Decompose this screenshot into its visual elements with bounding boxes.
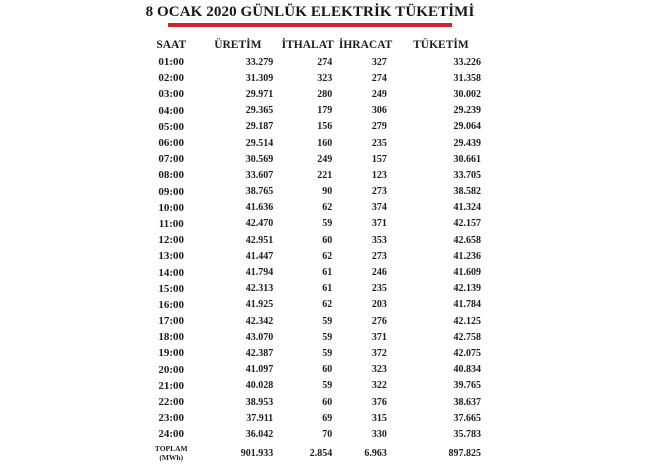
tuketim-cell: 42.157 bbox=[453, 218, 481, 230]
total-label: TOPLAM bbox=[154, 444, 188, 453]
ihracat-cell: 157 bbox=[371, 153, 387, 165]
tuketim-cell: 42.075 bbox=[453, 347, 481, 359]
header-row bbox=[145, 36, 488, 54]
total-row bbox=[145, 443, 488, 465]
ihracat-cell: 353 bbox=[371, 234, 387, 246]
ithalat-cell: 274 bbox=[317, 56, 333, 68]
hour-cell: 10:00 bbox=[158, 201, 185, 214]
tuketim-cell: 38.637 bbox=[453, 396, 481, 408]
tuketim-cell: 29.439 bbox=[453, 137, 481, 149]
column-header-ithalat: İTHALAT bbox=[281, 39, 334, 51]
hour-cell: 01:00 bbox=[158, 56, 185, 69]
ihracat-cell: 327 bbox=[371, 56, 387, 68]
hour-cell: 06:00 bbox=[158, 137, 185, 150]
hour-cell: 16:00 bbox=[158, 298, 185, 311]
ithalat-cell: 221 bbox=[317, 169, 333, 181]
uretim-cell: 30.569 bbox=[245, 153, 274, 165]
table-row bbox=[145, 394, 488, 410]
total-uretim-cell: 901.933 bbox=[240, 448, 274, 459]
tuketim-cell: 29.239 bbox=[453, 105, 481, 117]
uretim-cell: 37.911 bbox=[246, 412, 274, 424]
table-row bbox=[145, 103, 488, 119]
column-header-uretim: ÜRETİM bbox=[214, 39, 262, 51]
ihracat-cell: 274 bbox=[371, 72, 387, 84]
table-row bbox=[145, 135, 488, 151]
hour-cell: 02:00 bbox=[158, 72, 185, 85]
table-row bbox=[145, 248, 488, 264]
total-label-cell bbox=[145, 443, 197, 465]
table-row bbox=[145, 200, 488, 216]
ihracat-cell: 372 bbox=[371, 347, 387, 359]
ihracat-cell: 203 bbox=[371, 299, 387, 311]
uretim-cell: 42.951 bbox=[245, 234, 274, 246]
ithalat-cell: 61 bbox=[322, 283, 333, 295]
hour-cell: 07:00 bbox=[158, 153, 185, 166]
ihracat-cell: 371 bbox=[371, 331, 387, 343]
ithalat-cell: 90 bbox=[322, 186, 333, 198]
table-row bbox=[145, 329, 488, 345]
table-row bbox=[145, 54, 488, 70]
uretim-cell: 42.470 bbox=[245, 218, 274, 230]
page-title: 8 OCAK 2020 GÜNLÜK ELEKTRİK TÜKETİMİ bbox=[145, 4, 475, 20]
hour-cell: 03:00 bbox=[158, 88, 185, 101]
tuketim-cell: 37.665 bbox=[453, 412, 481, 424]
uretim-cell: 38.953 bbox=[245, 396, 274, 408]
column-header-saat: SAAT bbox=[156, 39, 187, 51]
ithalat-cell: 59 bbox=[322, 218, 333, 230]
uretim-cell: 29.365 bbox=[245, 105, 274, 117]
ihracat-cell: 235 bbox=[371, 137, 387, 149]
tuketim-cell: 42.139 bbox=[453, 283, 481, 295]
uretim-cell: 29.514 bbox=[245, 137, 274, 149]
table-row bbox=[145, 378, 488, 394]
total-unit: (MWh) bbox=[159, 452, 184, 462]
uretim-cell: 41.447 bbox=[245, 250, 274, 262]
ithalat-cell: 60 bbox=[322, 234, 333, 246]
tuketim-cell: 31.358 bbox=[453, 72, 481, 84]
uretim-cell: 40.028 bbox=[245, 380, 274, 392]
tuketim-cell: 42.758 bbox=[453, 331, 481, 343]
table-row bbox=[145, 313, 488, 329]
uretim-cell: 31.309 bbox=[245, 72, 274, 84]
table-row bbox=[145, 281, 488, 297]
ithalat-cell: 160 bbox=[317, 137, 333, 149]
total-ihracat-cell: 6.963 bbox=[364, 448, 387, 459]
hour-cell: 20:00 bbox=[158, 363, 185, 376]
table-row bbox=[145, 297, 488, 313]
hour-cell: 14:00 bbox=[158, 266, 185, 279]
ihracat-cell: 123 bbox=[371, 169, 387, 181]
ithalat-cell: 62 bbox=[322, 250, 333, 262]
table-row bbox=[145, 70, 488, 86]
table-row bbox=[145, 426, 488, 442]
tuketim-cell: 42.125 bbox=[453, 315, 481, 327]
tuketim-cell: 35.783 bbox=[453, 428, 481, 440]
ihracat-cell: 376 bbox=[371, 396, 387, 408]
uretim-cell: 43.070 bbox=[245, 331, 274, 343]
ihracat-cell: 249 bbox=[371, 88, 387, 100]
table-row bbox=[145, 151, 488, 167]
tuketim-cell: 30.661 bbox=[453, 153, 481, 165]
ihracat-cell: 246 bbox=[371, 267, 387, 279]
column-header-ihracat: İHRACAT bbox=[338, 39, 393, 51]
ithalat-cell: 61 bbox=[322, 267, 333, 279]
hour-cell: 24:00 bbox=[158, 428, 185, 441]
hour-cell: 21:00 bbox=[158, 379, 185, 392]
ihracat-cell: 306 bbox=[371, 105, 387, 117]
uretim-cell: 42.313 bbox=[245, 283, 274, 295]
title-underline bbox=[168, 23, 452, 27]
table-row bbox=[145, 362, 488, 378]
uretim-cell: 41.925 bbox=[245, 299, 274, 311]
uretim-cell: 41.097 bbox=[245, 364, 274, 376]
uretim-cell: 41.636 bbox=[245, 202, 274, 214]
table-row bbox=[145, 216, 488, 232]
hour-cell: 22:00 bbox=[158, 396, 185, 409]
table-row bbox=[145, 167, 488, 183]
ithalat-cell: 62 bbox=[322, 299, 333, 311]
table-header bbox=[145, 36, 488, 54]
hour-cell: 04:00 bbox=[158, 104, 185, 117]
hour-cell: 12:00 bbox=[158, 234, 185, 247]
table-row bbox=[145, 264, 488, 280]
ihracat-cell: 276 bbox=[371, 315, 387, 327]
hour-cell: 09:00 bbox=[158, 185, 185, 198]
tuketim-cell: 41.324 bbox=[453, 202, 481, 214]
tuketim-cell: 40.834 bbox=[453, 364, 481, 376]
ithalat-cell: 249 bbox=[317, 153, 333, 165]
table-row bbox=[145, 86, 488, 102]
uretim-cell: 42.342 bbox=[245, 315, 274, 327]
uretim-cell: 42.387 bbox=[245, 347, 274, 359]
ithalat-cell: 62 bbox=[322, 202, 333, 214]
column-header-tuketim: TÜKETİM bbox=[413, 39, 469, 51]
uretim-cell: 41.794 bbox=[245, 267, 274, 279]
tuketim-cell: 41.236 bbox=[453, 250, 481, 262]
table-row bbox=[145, 410, 488, 426]
ihracat-cell: 273 bbox=[371, 186, 387, 198]
ithalat-cell: 69 bbox=[322, 412, 333, 424]
hour-cell: 18:00 bbox=[158, 331, 185, 344]
tuketim-cell: 29.064 bbox=[453, 121, 481, 133]
uretim-cell: 33.279 bbox=[245, 56, 274, 68]
hour-cell: 05:00 bbox=[158, 120, 185, 133]
ithalat-cell: 59 bbox=[322, 347, 333, 359]
tuketim-cell: 33.226 bbox=[453, 56, 481, 68]
tuketim-cell: 41.609 bbox=[453, 267, 481, 279]
table-row bbox=[145, 184, 488, 200]
uretim-cell: 29.971 bbox=[245, 88, 274, 100]
consumption-table bbox=[145, 36, 488, 465]
uretim-cell: 38.765 bbox=[245, 186, 274, 198]
ithalat-cell: 156 bbox=[317, 121, 333, 133]
ihracat-cell: 322 bbox=[371, 380, 387, 392]
ithalat-cell: 323 bbox=[317, 72, 333, 84]
hour-cell: 11:00 bbox=[158, 217, 184, 230]
table-row bbox=[145, 345, 488, 361]
ithalat-cell: 179 bbox=[317, 105, 333, 117]
uretim-cell: 29.187 bbox=[245, 121, 274, 133]
table-block bbox=[132, 0, 488, 462]
ihracat-cell: 279 bbox=[371, 121, 387, 133]
hour-cell: 08:00 bbox=[158, 169, 185, 182]
hour-cell: 19:00 bbox=[158, 347, 185, 360]
ihracat-cell: 323 bbox=[371, 364, 387, 376]
ithalat-cell: 70 bbox=[322, 428, 333, 440]
tuketim-cell: 33.705 bbox=[453, 169, 481, 181]
ihracat-cell: 374 bbox=[371, 202, 387, 214]
uretim-cell: 33.607 bbox=[245, 169, 274, 181]
ihracat-cell: 315 bbox=[371, 412, 387, 424]
tuketim-cell: 39.765 bbox=[453, 380, 481, 392]
total-ithalat-cell: 2.854 bbox=[309, 448, 333, 459]
table-row bbox=[145, 232, 488, 248]
table-row bbox=[145, 119, 488, 135]
ithalat-cell: 60 bbox=[322, 396, 333, 408]
hour-cell: 17:00 bbox=[158, 315, 185, 328]
tuketim-cell: 41.784 bbox=[453, 299, 481, 311]
tuketim-cell: 42.658 bbox=[453, 234, 481, 246]
ihracat-cell: 235 bbox=[371, 283, 387, 295]
ithalat-cell: 280 bbox=[317, 88, 333, 100]
total-tuketim-cell: 897.825 bbox=[448, 448, 481, 459]
tuketim-cell: 38.582 bbox=[453, 186, 481, 198]
uretim-cell: 36.042 bbox=[245, 428, 274, 440]
ihracat-cell: 273 bbox=[371, 250, 387, 262]
hour-cell: 23:00 bbox=[158, 412, 185, 425]
ithalat-cell: 59 bbox=[322, 380, 333, 392]
table-footer bbox=[145, 443, 488, 465]
hour-cell: 15:00 bbox=[158, 282, 185, 295]
ithalat-cell: 59 bbox=[322, 315, 333, 327]
table-body bbox=[145, 54, 488, 443]
hour-cell: 13:00 bbox=[158, 250, 185, 263]
tuketim-cell: 30.002 bbox=[453, 88, 481, 100]
ithalat-cell: 60 bbox=[322, 364, 333, 376]
ithalat-cell: 59 bbox=[322, 331, 333, 343]
ihracat-cell: 330 bbox=[371, 428, 387, 440]
ihracat-cell: 371 bbox=[371, 218, 387, 230]
